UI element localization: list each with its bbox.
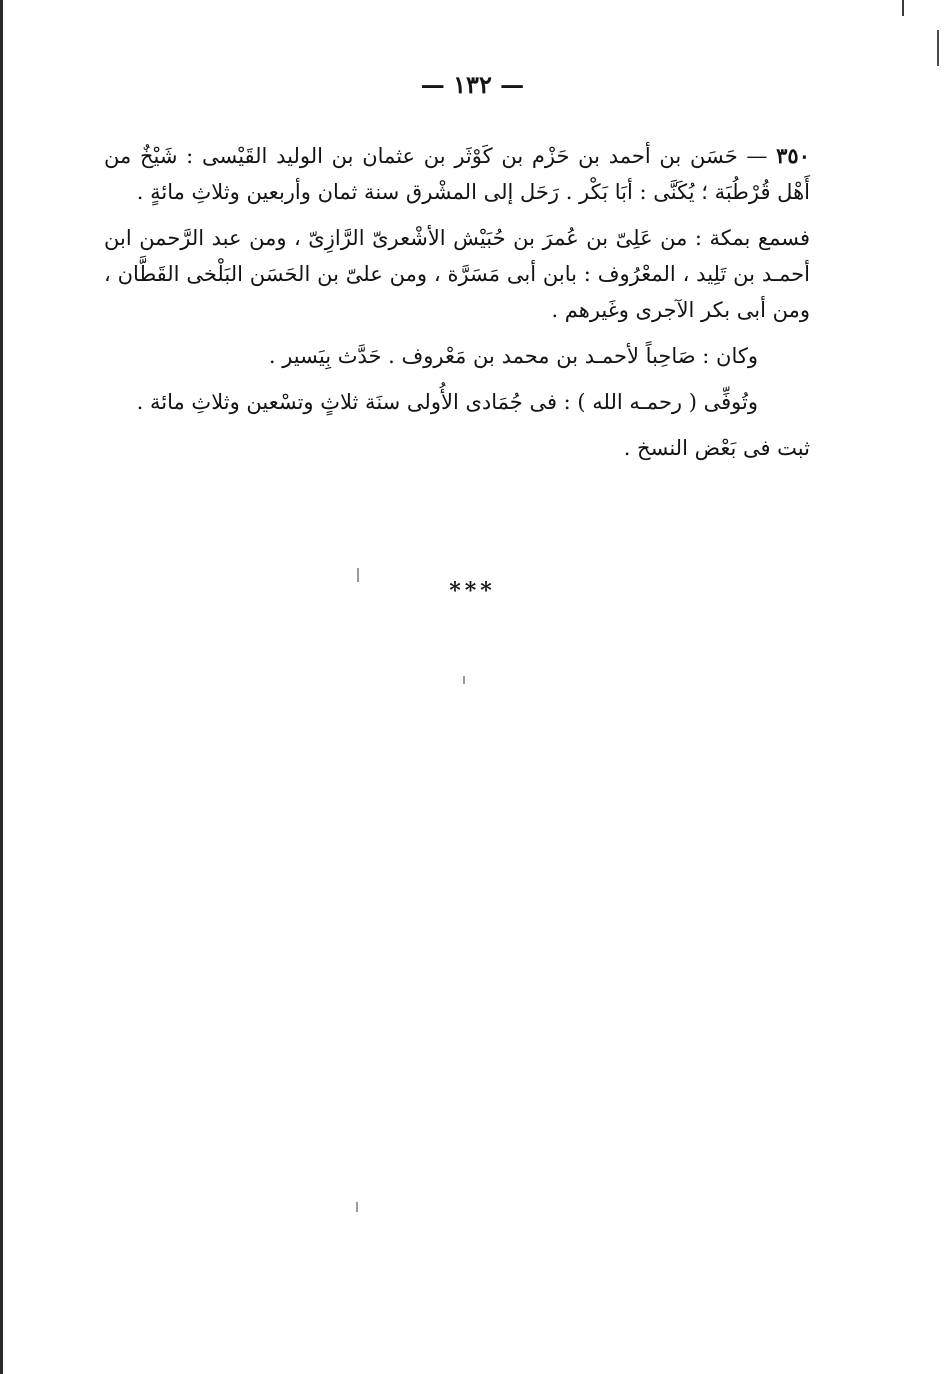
entry-paragraph-3: وكان : صَاحِباً لأحمـد بن محمد بن مَعْروف . حَدَّث بِيَسير . [268, 344, 758, 368]
entry-number: ٣٥٠ [776, 143, 810, 168]
entry-paragraph-1 [104, 138, 810, 210]
entry-paragraph-4: وتُوفِّى ( رحمـه الله ) : فى جُمَادى الأُولى سنَة ثلاثٍ وتسْعين وثلاثِ مائة . [136, 390, 758, 414]
scan-speck [356, 1202, 358, 1212]
entry-heading-text: — حَسَن بن أحمد بن حَزْم بن كَوْثَر بن عثمان بن الوليد القَيْسى : شَيْخٌ من أَهْل قُرْطُبَة ؛ يُكَنَّى : أبَا بَكْر . رَحَل إلى المشْرق سنة ثمان وأربعين وثلاثِ مائةٍ . [104, 144, 810, 204]
scan-mark [902, 0, 904, 16]
entry-text [104, 138, 810, 466]
scan-edge-shadow [0, 0, 3, 1374]
footnote-line: ثبت فى بَعْض النسخ . [623, 436, 810, 460]
scan-speck [463, 676, 465, 684]
scan-mark [937, 30, 939, 66]
entry-paragraph-2: فسمع بمكة : من عَلِىّ بن عُمرَ بن حُبَيْش الأشْعرىّ الرَّازِىّ ، ومن عبد الرَّحمن ابن أحمـد بن تَلِيد ، المعْرُوف : بابن أبى مَسَرَّة ، ومن علىّ بن الحَسَن البَلْخى القَطَّان ، ومن أبى بكر الآجرى وغَيرهم . [104, 226, 810, 322]
page-number: — ١٣٢ — [420, 70, 525, 99]
scan-speck [357, 568, 359, 582]
section-separator: *** [449, 578, 496, 604]
